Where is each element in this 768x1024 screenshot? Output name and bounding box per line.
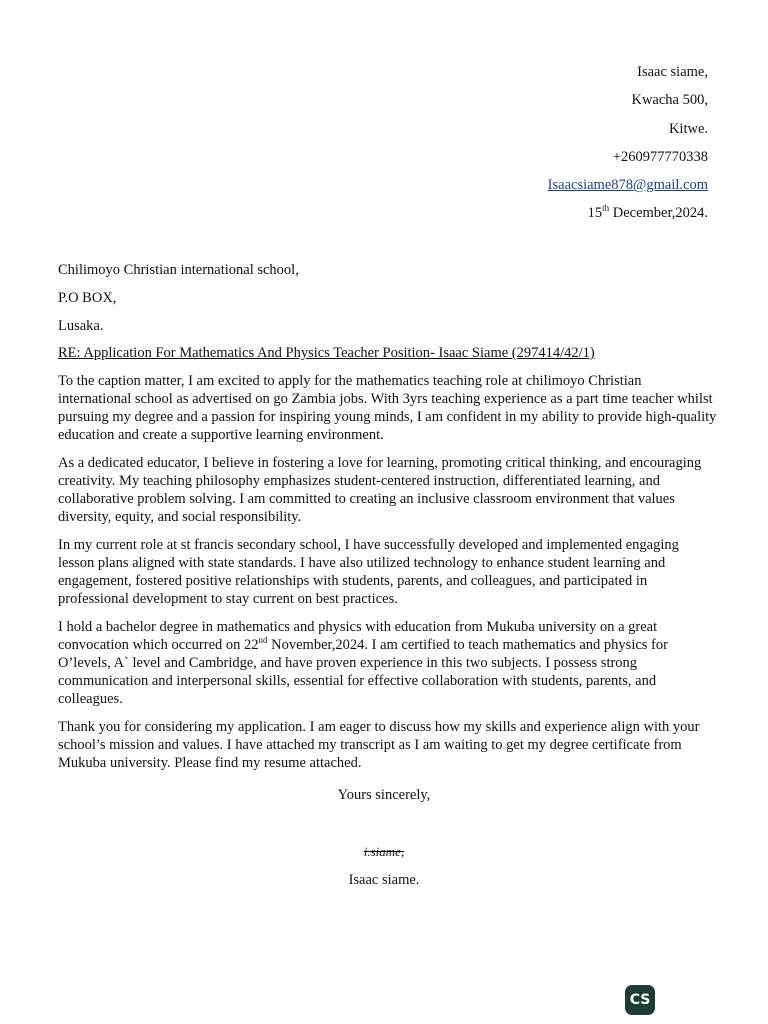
subject-line: RE: Application For Mathematics And Physics Teacher Position- Isaac Siame (297414/42/1) [58, 345, 595, 361]
body-paragraph-1: To the caption matter, I am excited to apply for the mathematics teaching role at chilimoyo Christian international school as advertised on go Zambia jobs. With 3yrs teaching experience as a part time teacher whilst pursuing my degree and a passion for inspiring young minds, I am confident in my ability to provide high-quality education and create a supportive learning environment. [58, 373, 717, 443]
body-paragraph-4: I hold a bachelor degree in mathematics and physics with education from Mukuba university on a great convocation which occurred on 22nd November,2024. I am certified to teach mathematics and physics for O’levels, A` level and Cambridge, and have proven experience in this two subjects. I possess strong communication and interpersonal skills, essential for effective collaboration with students, parents, and colleagues. [58, 619, 668, 707]
body-paragraph-5: Thank you for considering my application. I am eager to discuss how my skills and experience align with your school’s mission and values. I have attached my transcript as I am waiting to get my degree certificate from Mukuba university. Please find my resume attached. [58, 719, 700, 771]
recipient-city: Lusaka. [58, 318, 104, 334]
recipient-school: Chilimoyo Christian international school, [58, 262, 299, 278]
recipient-block [58, 256, 299, 340]
signer-name: Isaac siame. [348, 872, 420, 888]
sender-email-link[interactable]: Isaacsiame878@gmail.com [547, 177, 708, 194]
sender-city: Kitwe. [668, 120, 708, 137]
camscanner-logo-icon: CS [625, 985, 655, 1015]
letter-date: 15th December,2024. [587, 203, 708, 222]
letter-body [58, 372, 718, 782]
sender-block [548, 58, 708, 228]
sender-phone: +260977770338 [612, 148, 708, 165]
body-paragraph-2: As a dedicated educator, I believe in fostering a love for learning, promoting critical thinking, and encouraging creativity. My teaching philosophy emphasizes student-centered instruction, differentiated learning, and collaborative problem solving. I am committed to creating an inclusive classroom environment that values diversity, equity, and social responsibility. [58, 455, 702, 525]
sender-address: Kwacha 500, [631, 92, 708, 109]
closing-salutation: Yours sincerely, [337, 787, 431, 803]
recipient-box: P.O BOX, [58, 290, 117, 306]
signature: i.siame, [363, 844, 405, 859]
sender-name: Isaac siame, [637, 64, 708, 80]
body-paragraph-3: In my current role at st francis secondary school, I have successfully developed and implemented engaging lesson plans aligned with state standards. I have also utilized technology to enhance student learning and engagement, fostered positive relationships with students, parents, and colleagues, and participated in professional development to stay current on best practices. [58, 537, 679, 607]
